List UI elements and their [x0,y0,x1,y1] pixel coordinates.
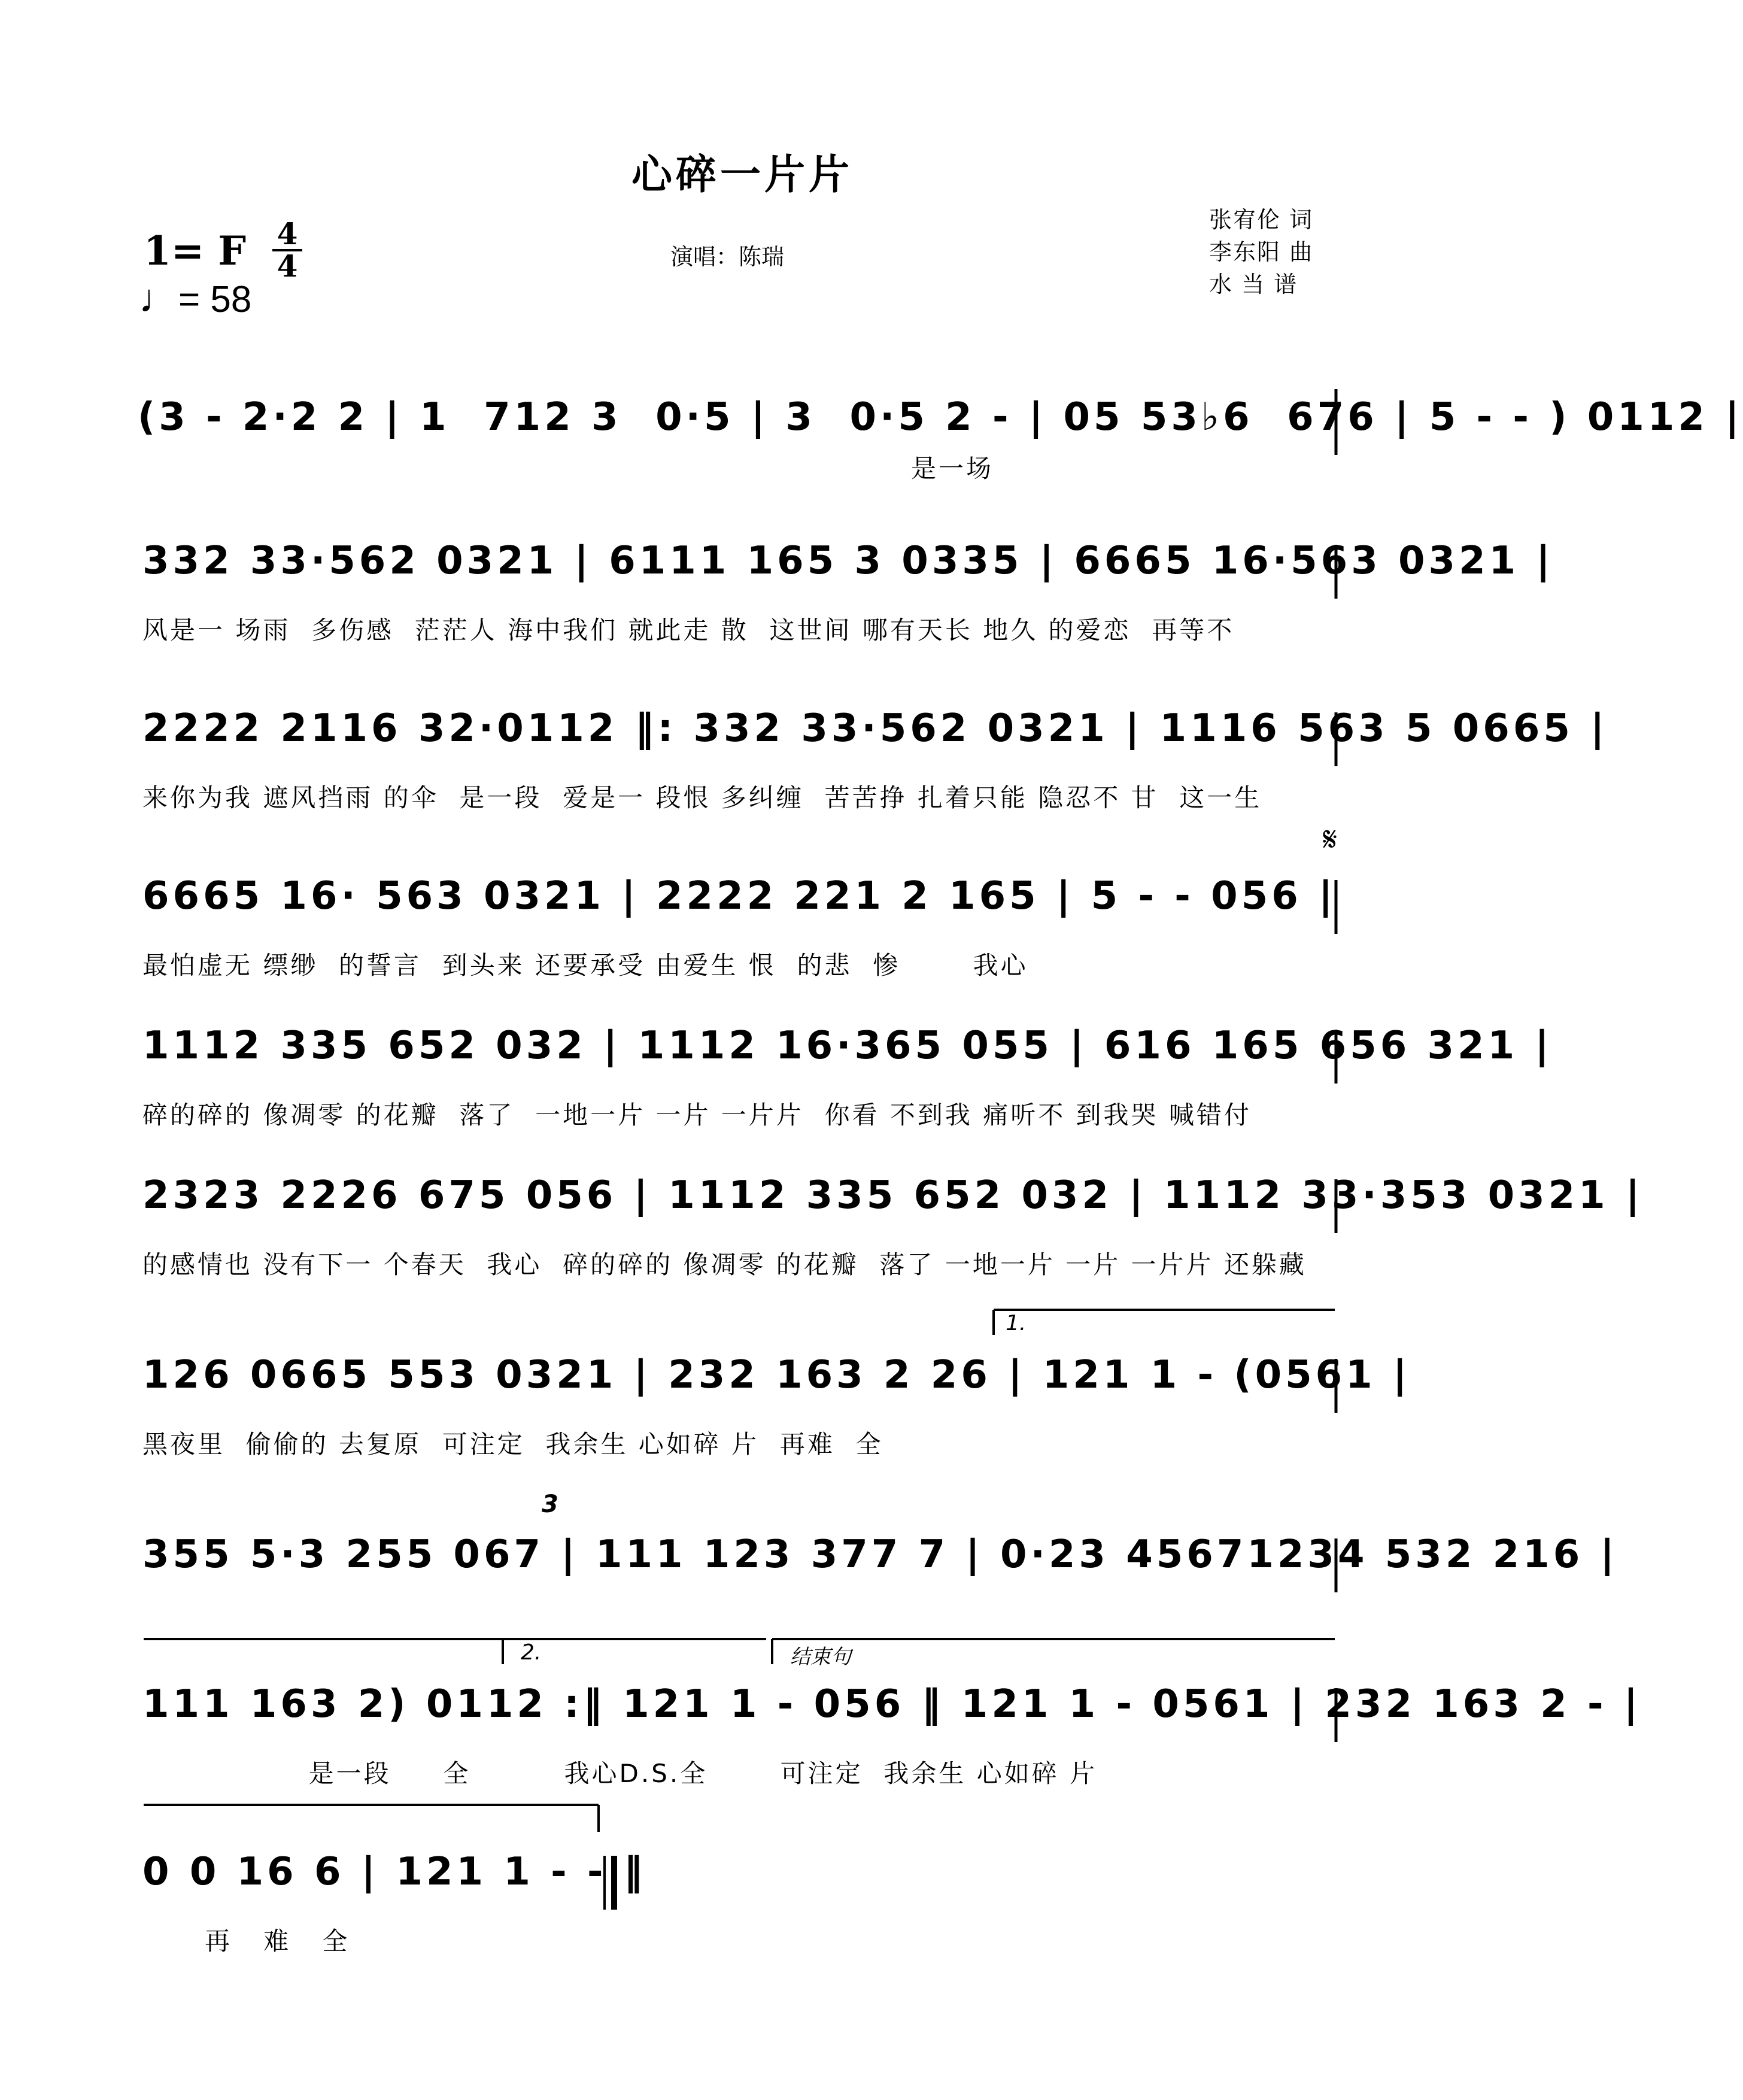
lyric-line: 是一段 全 我心D.S.全 可注定 我余生 心如碎 片 [142,1759,1098,1788]
notation-line: 0 0 16 6 | 121 1 - - ‖ [142,1850,646,1894]
lyricist-credit: 张宥伦 词 [1209,207,1314,233]
volta-1-label: 1. [1006,1311,1027,1336]
composer-credit: 李东阳 曲 [1209,239,1314,265]
lyric-line: 碎的碎的 像凋零 的花瓣 落了 一地一片 一片 一片片 你看 不到我 痛听不 到我哭 喊错付 [142,1100,1252,1130]
lyric-line: 再 难 全 [142,1926,350,1956]
lyric-line: 最怕虚无 缥缈 的誓言 到头来 还要承受 由爱生 恨 的悲 惨 我心 [142,951,1028,980]
time-sig-top: 4 [277,216,298,251]
time-sig-bottom: 4 [277,248,298,284]
key-signature: 1= F [144,227,247,274]
notation-line: 1112 335 652 032 | 1112 16·365 055 | 616 165 656 321 | [142,1024,1553,1068]
lyric-line: 是一场 [142,454,994,483]
notation-line: 355 5·3 255 067 | 111 123 377 7 | 0·23 45671234 532 216 | [142,1532,1618,1577]
notation-line: 2222 2116 32·0112 ‖: 332 33·562 0321 | 1116 563 5 0665 | [142,706,1608,751]
lyric-line: 的感情也 没有下一 个春天 我心 碎的碎的 像凋零 的花瓣 落了 一地一片 一片 一片片 还躲藏 [142,1250,1307,1279]
quarter-note-icon: ♩ [139,276,178,320]
transcriber-credit: 水 当 谱 [1209,271,1298,298]
volta-2-label: 2. [521,1640,542,1665]
notation-line: 2323 2226 675 056 | 1112 335 652 032 | 1112 33·353 0321 | [142,1173,1644,1218]
notation-line: 126 0665 553 0321 | 232 163 2 26 | 121 1 - (0561 | [142,1353,1411,1397]
song-title: 心碎一片片 [631,151,853,199]
tempo-value: = 58 [178,279,252,320]
notation-line: 111 163 2) 0112 :‖ 121 1 - 056 ‖ 121 1 - 0561 | 232 163 2 - | [142,1682,1642,1726]
lyric-line: 来你为我 遮风挡雨 的伞 是一段 爱是一 段恨 多纠缠 苦苦挣 扎着只能 隐忍不 甘 这一生 [142,783,1262,812]
segno-icon: 𝄋 [1323,820,1338,859]
triplet-mark: 3 [542,1491,558,1518]
notation-line: 332 33·562 0321 | 6111 165 3 0335 | 6665 16·563 0321 | [142,539,1554,583]
coda-label: 结束句 [790,1645,851,1669]
notation-line: (3 - 2·2 2 | 1 712 3 0·5 | 3 0·5 2 - | 05 53♭6 676 | 5 - - ) 0112 | [138,395,1743,439]
notation-line: 6665 16· 563 0321 | 2222 221 2 165 | 5 - - 056 | [142,874,1337,918]
lyric-line: 黑夜里 偷偷的 去复原 可注定 我余生 心如碎 片 再难 全 [142,1430,883,1459]
singer-credit: 演唱：陈瑞 [670,244,785,270]
lyric-line: 风是一 场雨 多伤感 茫茫人 海中我们 就此走 散 这世间 哪有天长 地久 的爱恋 再等不 [142,615,1235,645]
